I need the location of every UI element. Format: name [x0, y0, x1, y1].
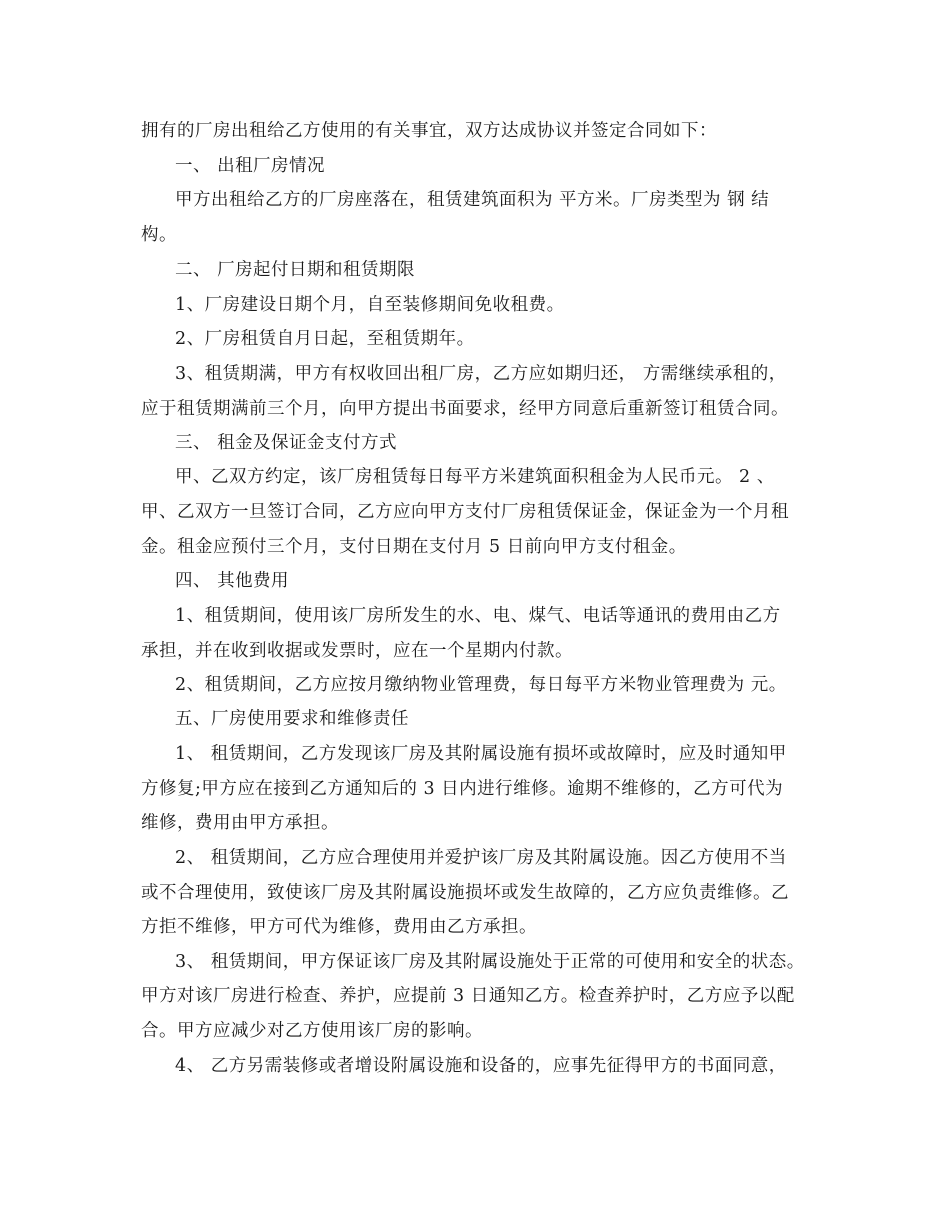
section-heading: 二、 厂房起付日期和租赁期限	[175, 260, 416, 280]
paragraph-line: 3、租赁期满，甲方有权收回出租厂房，乙方应如期归还， 方需继续承租的，	[175, 364, 787, 384]
paragraph-line: 1、租赁期间，使用该厂房所发生的水、电、煤气、电话等通讯的费用由乙方	[175, 606, 781, 626]
paragraph-line: 方拒不维修，甲方可代为维修，费用由乙方承担。	[141, 917, 537, 937]
paragraph-line: 甲方对该厂房进行检查、养护，应提前 3 日通知乙方。检查养护时，乙方应予以配	[141, 986, 795, 1006]
paragraph-line: 构。	[141, 225, 177, 245]
paragraph-line: 3、 租赁期间，甲方保证该厂房及其附属设施处于正常的可使用和安全的状态。	[175, 952, 805, 972]
paragraph-line: 2、厂房租赁自月日起，至租赁期年。	[175, 329, 475, 349]
paragraph-line: 承担，并在收到收据或发票时，应在一个星期内付款。	[141, 641, 573, 661]
paragraph-line: 2、 租赁期间，乙方应合理使用并爱护该厂房及其附属设施。因乙方使用不当	[175, 848, 787, 868]
section-heading: 五、厂房使用要求和维修责任	[175, 709, 409, 729]
section-heading: 三、 租金及保证金支付方式	[175, 433, 398, 453]
paragraph-line: 合。甲方应减少对乙方使用该厂房的影响。	[141, 1021, 483, 1041]
paragraph-line: 2、租赁期间，乙方应按月缴纳物业管理费，每日每平方米物业管理费为 元。	[175, 675, 787, 695]
paragraph-line: 甲方出租给乙方的厂房座落在，租赁建筑面积为 平方米。厂房类型为 钢 结	[175, 190, 770, 210]
paragraph-line: 金。租金应预付三个月，支付日期在支付月 5 日前向甲方支付租金。	[141, 537, 687, 557]
paragraph-line: 应于租赁期满前三个月，向甲方提出书面要求，经甲方同意后重新签订租赁合同。	[141, 399, 789, 419]
paragraph-line: 或不合理使用，致使该厂房及其附属设施损坏或发生故障的，乙方应负责维修。乙	[141, 883, 789, 903]
section-heading: 四、 其他费用	[175, 571, 290, 591]
paragraph-line: 方修复;甲方应在接到乙方通知后的 3 日内进行维修。逾期不维修的，乙方可代为	[141, 779, 784, 799]
paragraph-line: 维修，费用由甲方承担。	[141, 813, 339, 833]
paragraph-line: 4、 乙方另需装修或者增设附属设施和设备的，应事先征得甲方的书面同意，	[175, 1056, 787, 1076]
section-heading: 一、 出租厂房情况	[175, 156, 326, 176]
paragraph-line: 甲、乙双方一旦签订合同，乙方应向甲方支付厂房租赁保证金，保证金为一个月租	[141, 502, 789, 522]
paragraph-line: 1、 租赁期间，乙方发现该厂房及其附属设施有损坏或故障时，应及时通知甲	[175, 744, 787, 764]
paragraph-line: 1、厂房建设日期个月，自至装修期间免收租费。	[175, 295, 565, 315]
paragraph-line: 拥有的厂房出租给乙方使用的有关事宜，双方达成协议并签定合同如下：	[141, 121, 717, 141]
paragraph-line: 甲、乙双方约定，该厂房租赁每日每平方米建筑面积租金为人民币元。 2 、	[175, 467, 775, 487]
